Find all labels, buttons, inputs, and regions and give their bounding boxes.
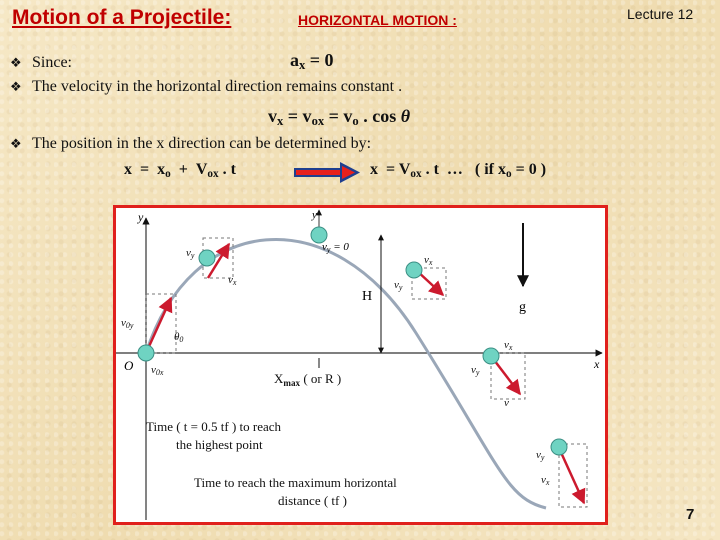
since-label: Since: [32, 54, 72, 71]
page-title: Motion of a Projectile: [12, 6, 232, 29]
origin-label: O [124, 358, 134, 373]
gravity-label: g [519, 300, 526, 315]
svg-text:vx: vx [504, 339, 513, 352]
projectile-ball [483, 348, 499, 364]
ax-value: = 0 [305, 50, 334, 70]
bullet-position [10, 135, 371, 153]
ax-symbol: a [290, 50, 299, 70]
apex-vy-label: vy = 0 [322, 241, 349, 254]
svg-text:vx: vx [541, 474, 550, 487]
time-highest-line1: Time ( t = 0.5 tf ) to reach [146, 419, 282, 434]
projectile-ball [138, 345, 154, 361]
time-max-line1: Time to reach the maximum horizontal [194, 475, 397, 490]
svg-text:vy: vy [394, 279, 403, 292]
projectile-diagram [113, 205, 608, 525]
ax-equation [290, 50, 334, 73]
velocity-vectors [146, 244, 584, 503]
xmax-label: $X_{max}$ ( or R ) [274, 371, 342, 388]
position-text: The position in the x direction can be determined by: [32, 135, 372, 152]
bullet-diamond-icon: ❖ [10, 137, 22, 152]
svg-text:θ0: θ0 [174, 331, 184, 344]
lecture-label: Lecture 12 [627, 6, 694, 22]
section-subtitle: HORIZONTAL MOTION : [298, 12, 457, 28]
svg-text:v: v [504, 397, 509, 409]
apex-y-label: y [312, 209, 317, 221]
velocity-text: The velocity in the horizontal direction remains constant . [32, 78, 403, 95]
svg-text:vx: vx [228, 274, 237, 287]
svg-text:vx: vx [424, 254, 433, 267]
x-equation-right: $x = V_{ox}$ . t … ( if $x_o = 0$ ) [370, 161, 547, 180]
projectile-ball [311, 227, 327, 243]
bullet-diamond-icon: ❖ [10, 80, 22, 95]
bullet-since [10, 54, 72, 72]
svg-text:vy: vy [471, 364, 480, 377]
page-number: 7 [686, 506, 695, 523]
velocity-vector [559, 448, 584, 503]
projectile-ball [199, 250, 215, 266]
height-label: H [362, 289, 373, 304]
time-highest-line2: the highest point [176, 437, 263, 452]
x-equation-left: $x = x_o + V_{ox}$ . t [124, 161, 236, 180]
implies-arrow-icon [292, 161, 362, 183]
bullet-diamond-icon: ❖ [10, 56, 22, 71]
svg-text:vy: vy [536, 449, 545, 462]
projectile-ball [551, 439, 567, 455]
vx-equation: $v_x = v_{ox} = v_o$ . cos θ [268, 106, 411, 128]
x-axis-label: x [594, 357, 600, 371]
vector-component-boxes [146, 238, 587, 507]
time-max-line2: distance ( tf ) [278, 493, 347, 508]
trajectory-curve [146, 239, 546, 508]
y-axis-label: y [138, 210, 144, 224]
bullet-velocity [10, 78, 402, 96]
velocity-vector [146, 298, 171, 353]
svg-text:v0y: v0y [121, 317, 134, 330]
ax-subscript: x [299, 58, 306, 72]
svg-text:vy: vy [186, 247, 195, 260]
projectile-ball [406, 262, 422, 278]
svg-text:v0x: v0x [151, 364, 164, 377]
